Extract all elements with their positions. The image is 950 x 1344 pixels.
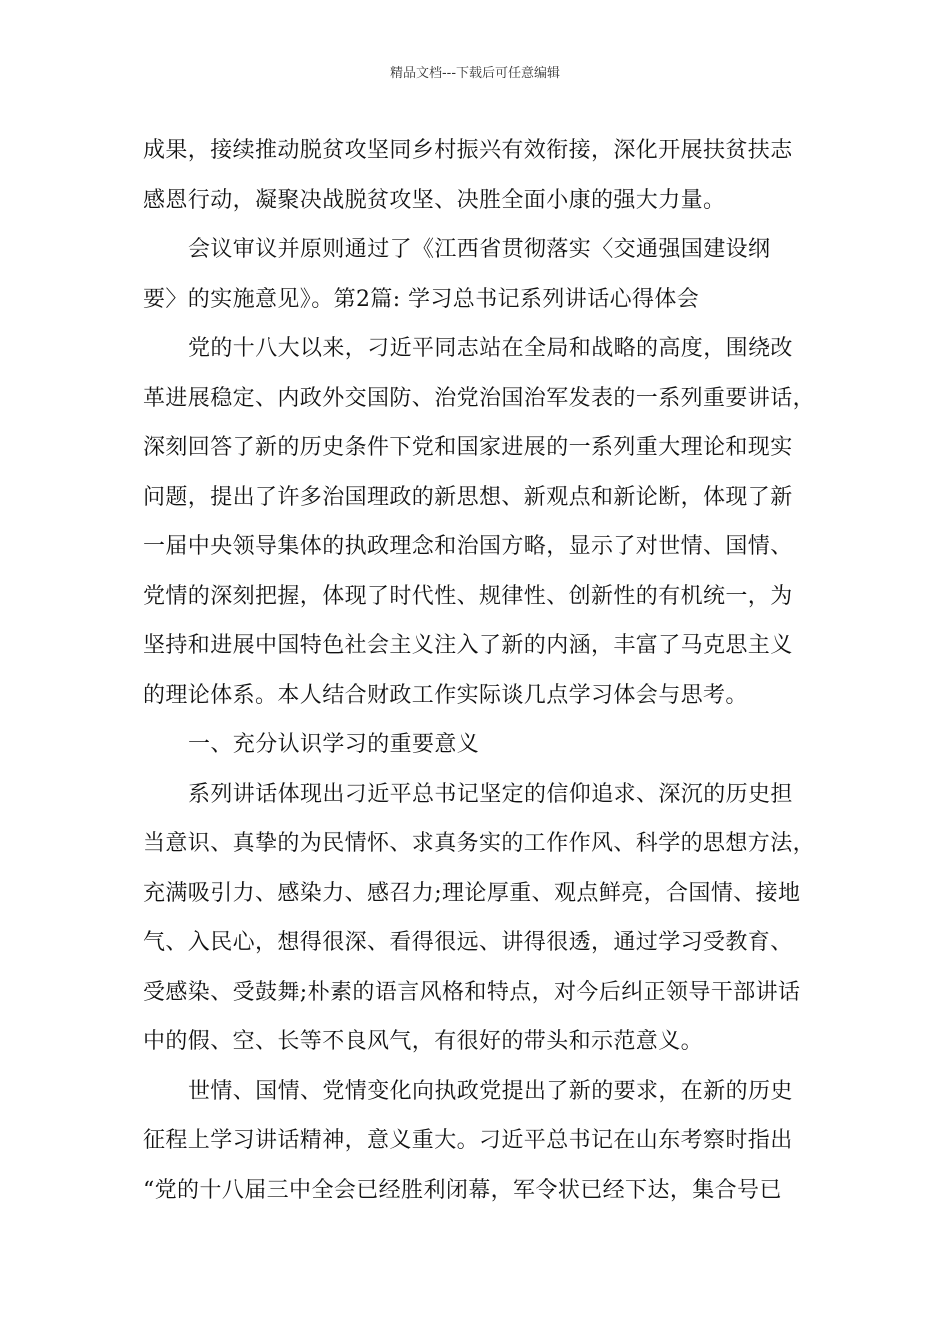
text-line: 成果，接续推动脱贫攻坚同乡村振兴有效衔接，深化开展扶贫扶志 <box>143 138 793 163</box>
section-heading: 一、充分认识学习的重要意义 <box>188 732 480 757</box>
text-line: 的理论体系。本人结合财政工作实际谈几点学习体会与思考。 <box>143 682 748 708</box>
document-body <box>143 126 823 1215</box>
text-line: 充满吸引力、感染力、感召力;理论厚重、观点鲜亮，合国情、接地 <box>143 880 801 906</box>
text-line: 坚持和进展中国特色社会主义注入了新的内涵，丰富了马克思主义 <box>143 633 793 658</box>
text-line: 征程上学习讲话精神，意义重大。刁近平总书记在山东考察时指出 <box>143 1128 793 1153</box>
text-line: 会议审议并原则通过了《江西省贯彻落实〈交通强国建设纲 <box>188 237 771 262</box>
text-line: 党的十八大以来，刁近平同志站在全局和战略的高度，围绕改 <box>188 336 793 361</box>
text-line: 深刻回答了新的历史条件下党和国家进展的一系列重大理论和现实 <box>143 435 793 460</box>
page-header: 精品文档---下载后可任意编辑 <box>389 66 561 81</box>
text-line: 世情、国情、党情变化向执政党提出了新的要求，在新的历史 <box>188 1078 793 1104</box>
text-line: 革进展稳定、内政外交国防、治党治国治军发表的一系列重要讲话， <box>143 385 816 411</box>
text-line: 问题，提出了许多治国理政的新思想、新观点和新论断，体现了新 <box>143 484 793 510</box>
text-line: 当意识、真挚的为民情怀、求真务实的工作作风、科学的思想方法， <box>143 831 816 856</box>
text-line: 感恩行动，凝聚决战脱贫攻坚、决胜全面小康的强大力量。 <box>143 187 726 213</box>
text-line: 中的假、空、长等不良风气，有很好的带头和示范意义。 <box>143 1029 704 1054</box>
text-line: 气、入民心，想得很深、看得很远、讲得很透，通过学习受教育、 <box>143 930 793 955</box>
text-line: 要〉的实施意见》。第2篇: 学习总书记系列讲话心得体会 <box>143 286 700 312</box>
text-line: 党情的深刻把握，体现了时代性、规律性、创新性的有机统一，为 <box>143 583 793 609</box>
text-line: 一届中央领导集体的执政理念和治国方略，显示了对世情、国情、 <box>143 534 793 559</box>
text-line: “党的十八届三中全会已经胜利闭幕，军令状已经下达，集合号已 <box>143 1177 782 1203</box>
text-line: 系列讲话体现出刁近平总书记坚定的信仰追求、深沉的历史担 <box>188 781 793 807</box>
text-line: 受感染、受鼓舞;朴素的语言风格和特点，对今后纠正领导干部讲话 <box>143 979 801 1005</box>
